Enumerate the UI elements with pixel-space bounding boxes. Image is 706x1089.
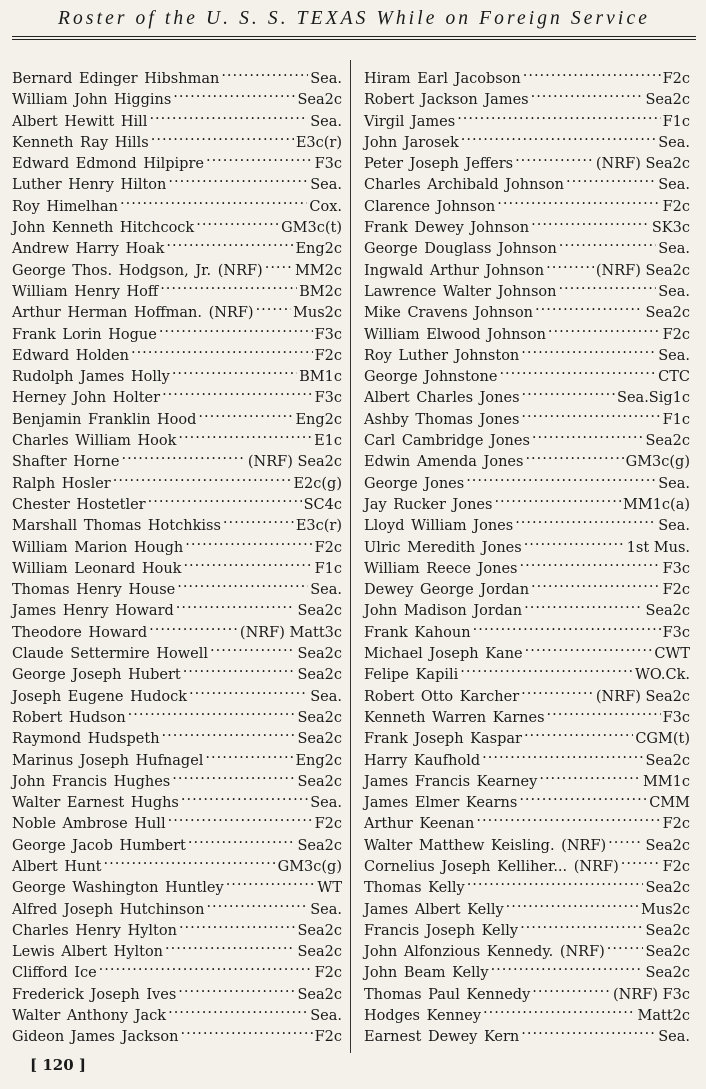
sailor-rating: Sea2c <box>297 646 342 663</box>
roster-column-right <box>364 62 690 1046</box>
sailor-name: Robert Hudson <box>12 709 126 726</box>
sailor-name: Earnest Dewey Kern <box>364 1029 520 1046</box>
sailor-rating: F3c <box>314 326 342 343</box>
dot-leader <box>559 232 656 253</box>
dot-leader <box>547 701 661 722</box>
dot-leader <box>515 147 594 168</box>
sailor-rating: F2c <box>662 582 690 599</box>
sailor-rating: Sea. <box>658 177 690 194</box>
dot-leader <box>531 573 661 594</box>
sailor-rating: Sea. <box>658 241 690 258</box>
dot-leader <box>520 552 661 573</box>
dot-leader <box>491 956 644 977</box>
sailor-rating: Sea. <box>658 347 690 364</box>
dot-leader <box>99 956 313 977</box>
roster-entry <box>364 62 690 87</box>
dot-leader <box>519 786 647 807</box>
sailor-name: Ralph Hosler <box>12 475 111 492</box>
sailor-name: Frank Kahoun <box>364 624 471 641</box>
dot-leader <box>172 765 295 786</box>
sailor-name: Walter Earnest Hughs <box>12 795 179 812</box>
page-header <box>12 6 696 46</box>
dot-leader <box>566 168 656 189</box>
sailor-rating: CTC <box>658 369 690 386</box>
column-divider <box>350 60 351 1053</box>
sailor-name: Joseph Eugene Hudock <box>12 688 188 705</box>
dot-leader <box>532 424 644 445</box>
dot-leader <box>173 83 295 104</box>
dot-leader <box>546 254 594 275</box>
sailor-name: Edward Holden <box>12 347 129 364</box>
sailor-name: Thomas Kelly <box>364 880 465 897</box>
dot-leader <box>165 935 295 956</box>
dot-leader <box>179 914 296 935</box>
sailor-rating: Mus2c <box>641 901 690 918</box>
sailor-rating: MM1c <box>642 773 690 790</box>
sailor-name: Marshall Thomas Hotchkiss <box>12 518 221 535</box>
sailor-name: John Jarosek <box>364 134 459 151</box>
sailor-name: Thomas Paul Kennedy <box>364 986 531 1003</box>
dot-leader <box>476 807 660 828</box>
sailor-name: Ulric Meredith Jones <box>364 539 522 556</box>
sailor-rating: E3c(r) <box>295 518 342 535</box>
sailor-rating: Mus2c <box>293 305 342 322</box>
dot-leader <box>506 893 639 914</box>
dot-leader <box>523 62 661 83</box>
sailor-rating: Cox. <box>309 198 342 215</box>
sailor-name: Peter Joseph Jeffers <box>364 156 514 173</box>
sailor-rating: GM3c(g) <box>625 454 690 471</box>
dot-leader <box>524 531 625 552</box>
sailor-rating: Sea2c <box>297 773 342 790</box>
sailor-name: Lawrence Walter Johnson <box>364 283 557 300</box>
sailor-rating: F2c <box>662 816 690 833</box>
sailor-name: James Francis Kearney <box>364 773 538 790</box>
dot-leader <box>531 83 644 104</box>
sailor-name: Gideon James Jackson <box>12 1029 179 1046</box>
sailor-rating: CWT <box>654 646 690 663</box>
dot-leader <box>515 509 656 530</box>
dot-leader <box>198 403 293 424</box>
dot-leader <box>521 403 660 424</box>
sailor-rating: F2c <box>314 347 342 364</box>
sailor-name: Lloyd William Jones <box>364 518 514 535</box>
sailor-rating: WO.Ck. <box>634 667 690 684</box>
sailor-name: Alfred Joseph Hutchinson <box>12 901 205 918</box>
sailor-rating: Sea2c <box>645 880 690 897</box>
sailor-rating: Sea. <box>658 283 690 300</box>
sailor-rating: Sea. <box>310 1008 342 1025</box>
dot-leader <box>131 339 313 360</box>
dot-leader <box>210 637 295 658</box>
sailor-rating: Sea2c <box>645 603 690 620</box>
sailor-name: Lewis Albert Hylton <box>12 944 164 961</box>
dot-leader <box>499 360 656 381</box>
sailor-rating: Sea. <box>310 177 342 194</box>
dot-leader <box>466 467 656 488</box>
sailor-name: Luther Henry Hilton <box>12 177 167 194</box>
sailor-name: Thomas Henry House <box>12 582 176 599</box>
sailor-rating: Sea. <box>310 901 342 918</box>
sailor-name: Shafter Horne <box>12 454 120 471</box>
sailor-name: Chester Hostetler <box>12 496 146 513</box>
sailor-name: George Jacob Humbert <box>12 837 186 854</box>
sailor-rating: E2c(g) <box>293 475 342 492</box>
dot-leader <box>206 893 308 914</box>
dot-leader <box>497 190 660 211</box>
dot-leader <box>520 914 643 935</box>
sailor-name: Noble Ambrose Hull <box>12 816 166 833</box>
dot-leader <box>525 637 653 658</box>
sailor-name: Hiram Earl Jacobson <box>364 71 521 87</box>
dot-leader <box>183 552 312 573</box>
dot-leader <box>256 296 291 317</box>
sailor-rating: 1st Mus. <box>626 539 690 556</box>
sailor-name: Carl Cambridge Jones <box>364 433 530 450</box>
sailor-rating: Sea2c <box>297 92 342 109</box>
dot-leader <box>461 126 656 147</box>
dot-leader <box>221 62 308 83</box>
dot-leader <box>178 978 295 999</box>
dot-leader <box>159 318 313 339</box>
roster-entry <box>12 62 342 87</box>
sailor-name: Rudolph James Holly <box>12 369 170 386</box>
sailor-rating: Sea2c <box>645 944 690 961</box>
sailor-name: John Alfonzious Kennedy. (NRF) <box>364 944 605 961</box>
sailor-rating: Sea2c <box>297 731 342 748</box>
sailor-rating: GM3c(g) <box>277 858 342 875</box>
dot-leader <box>525 445 623 466</box>
sailor-rating: (NRF) F3c <box>613 986 690 1003</box>
dot-leader <box>467 871 644 892</box>
sailor-name: Hodges Kenney <box>364 1008 482 1025</box>
sailor-name: William Elwood Johnson <box>364 326 546 343</box>
dot-leader <box>206 147 313 168</box>
sailor-name: Bernard Edinger Hibshman <box>12 71 220 87</box>
sailor-name: George Jones <box>364 475 465 492</box>
sailor-rating: Sea2c <box>297 667 342 684</box>
sailor-name: George Thos. Hodgson, Jr. (NRF) <box>12 262 263 279</box>
dot-leader <box>168 168 308 189</box>
sailor-rating: Sea2c <box>645 752 690 769</box>
dot-leader <box>482 744 643 765</box>
dot-leader <box>128 701 296 722</box>
sailor-name: Claude Settermire Howell <box>12 646 209 663</box>
sailor-rating: F2c <box>662 326 690 343</box>
dot-leader <box>621 850 661 871</box>
sailor-rating: Sea2c <box>645 965 690 982</box>
dot-leader <box>189 680 308 701</box>
sailor-rating: WT <box>317 880 342 897</box>
sailor-name: Albert Hewitt Hill <box>12 113 148 130</box>
sailor-name: John Beam Kelly <box>364 965 489 982</box>
dot-leader <box>162 381 313 402</box>
sailor-rating: F2c <box>662 71 690 87</box>
sailor-name: George Washington Huntley <box>12 880 224 897</box>
dot-leader <box>160 275 297 296</box>
sailor-name: Herney John Holter <box>12 390 161 407</box>
sailor-rating: F2c <box>314 816 342 833</box>
header-rule-thin <box>12 36 696 37</box>
sailor-rating: E1c <box>314 433 342 450</box>
dot-leader <box>104 850 276 871</box>
sailor-rating: CMM <box>649 795 690 812</box>
sailor-name: Arthur Herman Hoffman. (NRF) <box>12 305 254 322</box>
sailor-rating: Sea. <box>658 134 690 151</box>
sailor-rating: (NRF) Sea2c <box>595 156 690 173</box>
sailor-rating: Sea2c <box>645 433 690 450</box>
sailor-rating: SC4c <box>303 496 342 513</box>
dot-leader <box>113 467 292 488</box>
sailor-name: William John Higgins <box>12 92 172 109</box>
dot-leader <box>539 765 641 786</box>
sailor-rating: Sea. <box>658 1029 690 1046</box>
sailor-name: Clarence Johnson <box>364 198 496 215</box>
sailor-name: George Douglass Johnson <box>364 241 557 258</box>
dot-leader <box>223 509 294 530</box>
dot-leader <box>196 211 279 232</box>
sailor-name: William Leonard Houk <box>12 560 182 577</box>
sailor-name: John Madison Jordan <box>364 603 523 620</box>
sailor-rating: F1c <box>662 411 690 428</box>
sailor-rating: Sea. <box>658 518 690 535</box>
sailor-name: James Elmer Kearns <box>364 795 518 812</box>
dot-leader <box>178 424 312 445</box>
dot-leader <box>180 1020 312 1041</box>
sailor-rating: F2c <box>314 539 342 556</box>
sailor-rating: CGM(t) <box>635 731 690 748</box>
dot-leader <box>168 999 308 1020</box>
sailor-rating: Eng2c <box>295 241 342 258</box>
dot-leader <box>120 190 307 211</box>
sailor-name: Roy Himelhan <box>12 198 119 215</box>
dot-leader <box>532 978 611 999</box>
sailor-name: John Kenneth Hitchcock <box>12 220 195 237</box>
sailor-rating: Eng2c <box>295 411 342 428</box>
sailor-rating: Sea2c <box>297 944 342 961</box>
sailor-name: Ashby Thomas Jones <box>364 411 520 428</box>
sailor-name: Mike Cravens Johnson <box>364 305 534 322</box>
sailor-name: William Marion Hough <box>12 539 184 556</box>
sailor-name: Benjamin Franklin Hood <box>12 411 197 428</box>
sailor-rating: BM2c <box>299 283 342 300</box>
sailor-rating: F1c <box>662 113 690 130</box>
sailor-name: Albert Hunt <box>12 858 102 875</box>
sailor-rating: Sea2c <box>297 922 342 939</box>
page-number: [ 120 ] <box>30 1056 86 1074</box>
sailor-rating: Sea.Sig1c <box>617 390 690 407</box>
sailor-name: Robert Otto Karcher <box>364 688 520 705</box>
dot-leader <box>531 211 650 232</box>
dot-leader <box>121 445 245 466</box>
sailor-rating: Sea. <box>310 795 342 812</box>
sailor-rating: F2c <box>314 1029 342 1046</box>
dot-leader <box>166 232 293 253</box>
sailor-rating: (NRF) Sea2c <box>595 262 690 279</box>
sailor-name: Frank Joseph Kaspar <box>364 731 522 748</box>
sailor-name: Frank Lorin Hogue <box>12 326 157 343</box>
sailor-name: William Reece Jones <box>364 560 518 577</box>
dot-leader <box>162 722 296 743</box>
dot-leader <box>524 594 643 615</box>
sailor-rating: F3c <box>314 390 342 407</box>
sailor-name: Charles William Hook <box>12 433 177 450</box>
sailor-rating: F1c <box>314 560 342 577</box>
dot-leader <box>205 744 293 765</box>
sailor-rating: F2c <box>662 198 690 215</box>
dot-leader <box>185 531 312 552</box>
dot-leader <box>176 594 296 615</box>
dot-leader <box>181 786 308 807</box>
dot-leader <box>608 829 643 850</box>
dot-leader <box>168 807 313 828</box>
sailor-rating: Sea2c <box>297 986 342 1003</box>
dot-leader <box>460 658 633 679</box>
dot-leader <box>473 616 661 637</box>
sailor-rating: Sea. <box>658 475 690 492</box>
sailor-name: Charles Henry Hylton <box>12 922 177 939</box>
dot-leader <box>521 339 656 360</box>
sailor-rating: Eng2c <box>295 752 342 769</box>
sailor-rating: (NRF) Matt3c <box>239 624 342 641</box>
sailor-rating: Sea2c <box>645 922 690 939</box>
sailor-rating: (NRF) Sea2c <box>595 688 690 705</box>
sailor-rating: Sea2c <box>645 837 690 854</box>
sailor-rating: Matt2c <box>637 1008 690 1025</box>
dot-leader <box>149 616 238 637</box>
sailor-name: Dewey George Jordan <box>364 582 530 599</box>
sailor-rating: GM3c(t) <box>281 220 342 237</box>
sailor-name: Raymond Hudspeth <box>12 731 160 748</box>
sailor-name: Theodore Howard <box>12 624 148 641</box>
sailor-name: Francis Joseph Kelly <box>364 922 519 939</box>
dot-leader <box>535 296 643 317</box>
sailor-rating: F3c <box>662 560 690 577</box>
sailor-rating: Sea. <box>310 71 342 87</box>
sailor-name: Andrew Harry Hoak <box>12 241 165 258</box>
sailor-rating: Sea2c <box>645 305 690 322</box>
sailor-name: Roy Luther Johnston <box>364 347 520 364</box>
sailor-rating: MM2c <box>294 262 342 279</box>
sailor-rating: F2c <box>662 858 690 875</box>
dot-leader <box>151 126 294 147</box>
sailor-rating: BM1c <box>299 369 342 386</box>
sailor-name: Kenneth Ray Hills <box>12 134 149 151</box>
sailor-name: Edwin Amenda Jones <box>364 454 524 471</box>
dot-leader <box>558 275 656 296</box>
sailor-rating: MM1c(a) <box>623 496 690 513</box>
sailor-name: George Joseph Hubert <box>12 667 181 684</box>
sailor-name: Felipe Kapili <box>364 667 459 684</box>
sailor-name: Kenneth Warren Karnes <box>364 709 545 726</box>
dot-leader <box>524 722 633 743</box>
sailor-name: Robert Jackson James <box>364 92 529 109</box>
dot-leader <box>522 381 616 402</box>
sailor-name: Arthur Keenan <box>364 816 475 833</box>
sailor-name: Marinus Joseph Hufnagel <box>12 752 204 769</box>
header-rule-thick <box>12 39 696 40</box>
sailor-name: Frank Dewey Johnson <box>364 220 530 237</box>
dot-leader <box>521 1020 656 1041</box>
sailor-name: Walter Anthony Jack <box>12 1008 167 1025</box>
sailor-rating: F3c <box>662 709 690 726</box>
sailor-name: Ingwald Arthur Johnson <box>364 262 545 279</box>
sailor-name: Cornelius Joseph Kelliher... (NRF) <box>364 858 619 875</box>
dot-leader <box>177 573 308 594</box>
sailor-rating: F3c <box>662 624 690 641</box>
sailor-rating: SK3c <box>651 220 690 237</box>
dot-leader <box>188 829 296 850</box>
sailor-rating: F2c <box>314 965 342 982</box>
dot-leader <box>148 488 302 509</box>
sailor-rating: F3c <box>314 156 342 173</box>
sailor-name: Clifford Ice <box>12 965 97 982</box>
page-title: Roster of the U. S. S. TEXAS While on Foreign Service <box>58 8 650 29</box>
sailor-name: Edward Edmond Hilpipre <box>12 156 204 173</box>
sailor-rating: Sea2c <box>297 837 342 854</box>
dot-leader <box>607 935 644 956</box>
sailor-rating: E3c(r) <box>295 134 342 151</box>
sailor-rating: Sea2c <box>297 603 342 620</box>
sailor-name: William Henry Hoff <box>12 283 159 300</box>
sailor-name: Michael Joseph Kane <box>364 646 523 663</box>
dot-leader <box>265 254 293 275</box>
dot-leader <box>457 105 660 126</box>
sailor-rating: Sea2c <box>297 709 342 726</box>
sailor-name: Frederick Joseph Ives <box>12 986 177 1003</box>
sailor-name: James Henry Howard <box>12 603 174 620</box>
sailor-name: James Albert Kelly <box>364 901 504 918</box>
sailor-name: George Johnstone <box>364 369 498 386</box>
sailor-rating: Sea. <box>310 582 342 599</box>
sailor-name: John Francis Hughes <box>12 773 171 790</box>
sailor-name: Albert Charles Jones <box>364 390 520 407</box>
sailor-rating: Sea. <box>310 688 342 705</box>
sailor-name: Virgil James <box>364 113 456 130</box>
dot-leader <box>183 658 296 679</box>
sailor-name: Walter Matthew Keisling. (NRF) <box>364 837 607 854</box>
sailor-name: Jay Rucker Jones <box>364 496 493 513</box>
dot-leader <box>521 680 594 701</box>
dot-leader <box>149 105 308 126</box>
roster-column-left <box>12 62 342 1046</box>
dot-leader <box>172 360 297 381</box>
sailor-rating: (NRF) Sea2c <box>247 454 342 471</box>
dot-leader <box>226 871 316 892</box>
dot-leader <box>483 999 635 1020</box>
sailor-name: Charles Archibald Johnson <box>364 177 564 194</box>
sailor-rating: Sea2c <box>645 92 690 109</box>
sailor-name: Harry Kaufhold <box>364 752 481 769</box>
sailor-rating: Sea. <box>310 113 342 130</box>
dot-leader <box>494 488 621 509</box>
dot-leader <box>548 318 661 339</box>
